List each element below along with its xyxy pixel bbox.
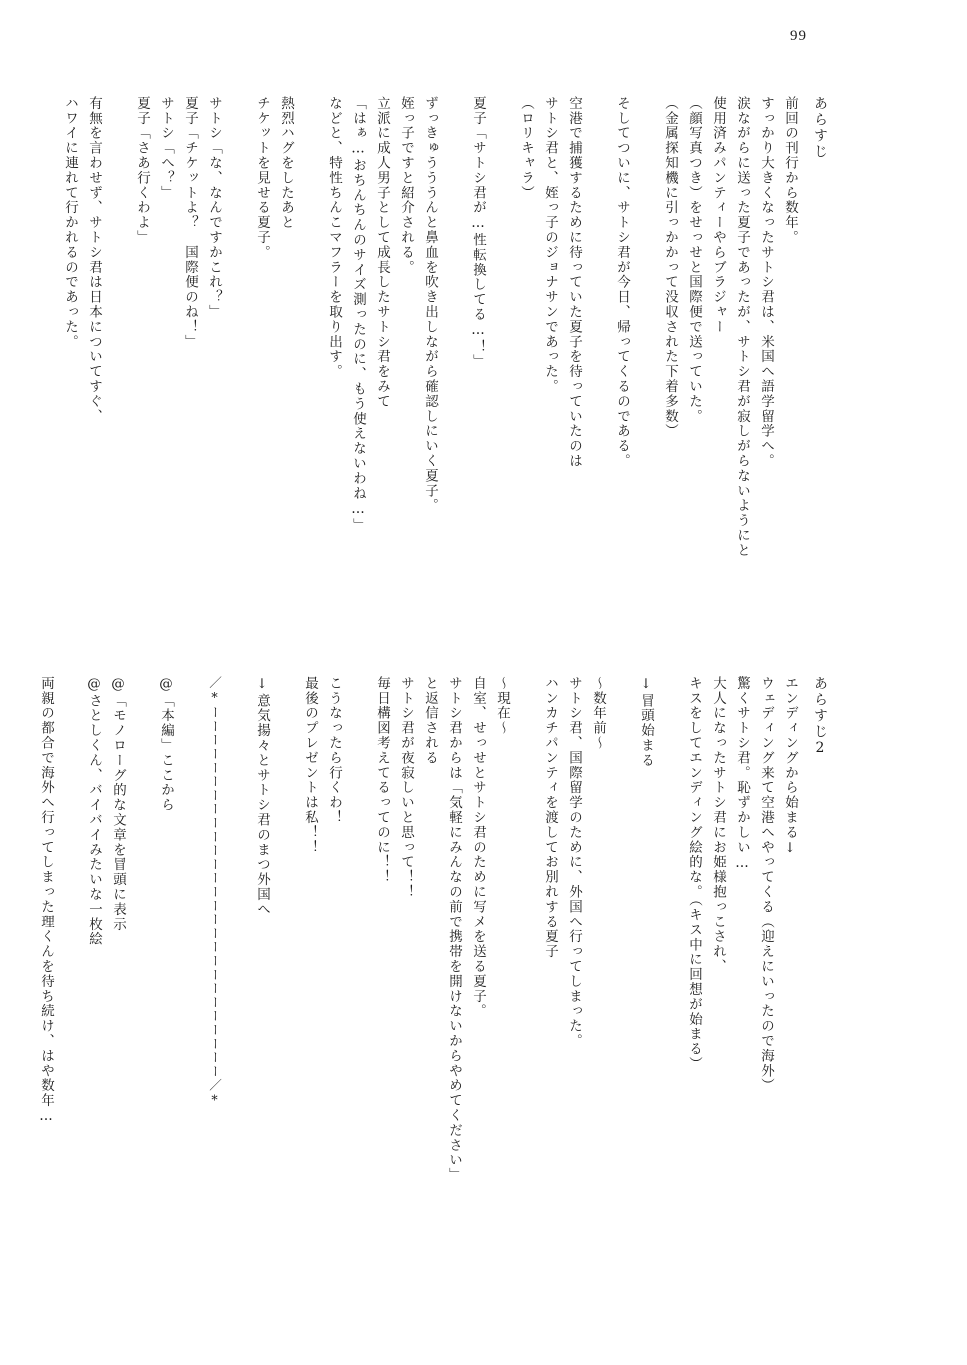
section2-line-16: サトシ君が夜寂しいと思って！！ [398, 676, 414, 900]
section2-line-26: @「本編」ここから [158, 676, 174, 813]
section2-divider-rule: ／*ーーーーーーーーーーーーーーーーーーーーーーーーーーー／* [207, 676, 222, 1109]
section1-line-15: ずっきゅうううんと鼻血を吹き出しながら確認しにいく夏子。 [422, 96, 438, 514]
section1-line-29: 有無を言わせず、サトシ君は日本についてすぐ、 [86, 96, 102, 424]
section1-line-24: サトシ「な、なんですかこれ？」 [206, 96, 222, 320]
section2-line-22: ↓意気揚々とサトシ君のまつ外国へ [254, 676, 270, 917]
section2-line-29: @さとしくん、バイバイみたいな一枚絵 [86, 676, 102, 947]
section1-line-25: 夏子「チケットよ？ 国際便のね！」 [182, 96, 198, 350]
section1-line-17: 立派に成人男子として成長したサトシ君をみて [374, 96, 390, 409]
section1-line-11: （ロリキャラ） [518, 96, 534, 201]
section2-line-20: 最後のプレゼントは私！！ [302, 676, 318, 855]
section2-line-15: と返信される [422, 676, 438, 766]
section1-line-22: チケットを見せる夏子。 [254, 96, 270, 260]
section1-line-16: 姪っ子ですと紹介される。 [398, 96, 414, 275]
section2-line-0: エンディングから始まる↓ [782, 676, 798, 858]
section2-line-31: 両親の都合で海外へ行ってしまった理くんを待ち続け、はや数年… [38, 676, 54, 1126]
section2-line-28: @「モノローグ的な文章を冒頭に表示 [110, 676, 126, 932]
section1-heading: あらすじ [812, 96, 828, 160]
section1-line-30: ハワイに連れて行かれるのであった。 [62, 96, 78, 350]
section1-line-26: サトシ「へ？」 [158, 96, 174, 201]
section1-line-2: 涙ながらに送った夏子であったが、サトシ君が寂しがらないようにと [734, 96, 750, 558]
section1-line-13: 夏子「サトシ君が…性転換してる…！」 [470, 96, 486, 370]
page-number: 99 [790, 28, 807, 44]
section2-line-1: ウェディング来て空港へやってくる（迎えにいったので海外） [758, 676, 774, 1094]
section2-heading: あらすじ2 [812, 676, 828, 758]
section1-line-27: 夏子「さあ行くわよ」 [134, 96, 150, 245]
section1-line-9: 空港で捕獲するために待っていた夏子を待っていたのは [566, 96, 582, 469]
section2-line-17: 毎日構図考えてるってのに！！ [374, 676, 390, 885]
section1-line-7: そしてついに、サトシ君が今日、帰ってくるのである。 [614, 96, 630, 469]
section2-line-19: こうなったら行くわ！ [326, 676, 342, 825]
section2-line-2: 驚くサトシ君。恥ずかしい… [734, 676, 750, 873]
section2-line-3: 大人になったサトシ君にお姫様抱っこされ、 [710, 676, 726, 974]
section2-line-8: ～数年前～ [590, 676, 606, 751]
section2-line-6: ↓冒頭始まる [638, 676, 654, 768]
section1-line-1: すっかり大きくなったサトシ君は、米国へ語学留学へ。 [758, 96, 774, 469]
section2-line-4: キスをしてエンディング絵的な。（キス中に回想が始まる） [686, 676, 702, 1072]
section2-line-12: ～現在～ [494, 676, 510, 736]
section1-line-5: （金属探知機に引っかかって没収された下着多数） [662, 96, 678, 439]
section2-line-13: 自室、せっせとサトシ君のために写メを送る夏子。 [470, 676, 486, 1019]
section1-line-4: （顔写真つき）をせっせと国際便で送っていた。 [686, 96, 702, 424]
section2-line-14: サトシ君からは「気軽にみんなの前で携帯を開けないからやめてください」 [446, 676, 462, 1183]
section2-line-10: ハンカチパンティを渡してお別れする夏子 [542, 676, 558, 960]
section1-line-18: 「はぁ…おちんちんのサイズ測ったのに、もう使えないわね…」 [350, 96, 366, 534]
section1-line-21: 熱烈ハグをしたあと [278, 96, 294, 231]
section1-line-19: などと、特性ちんこマフラーを取り出す。 [326, 96, 342, 380]
section2-line-9: サトシ君、国際留学のために、外国へ行ってしまった。 [566, 676, 582, 1049]
section1-line-10: サトシ君と、姪っ子のジョナサンであった。 [542, 96, 558, 394]
section1-line-0: 前回の刊行から数年。 [782, 96, 798, 245]
section1-line-3: 使用済みパンティーやらブラジャー [710, 96, 726, 335]
